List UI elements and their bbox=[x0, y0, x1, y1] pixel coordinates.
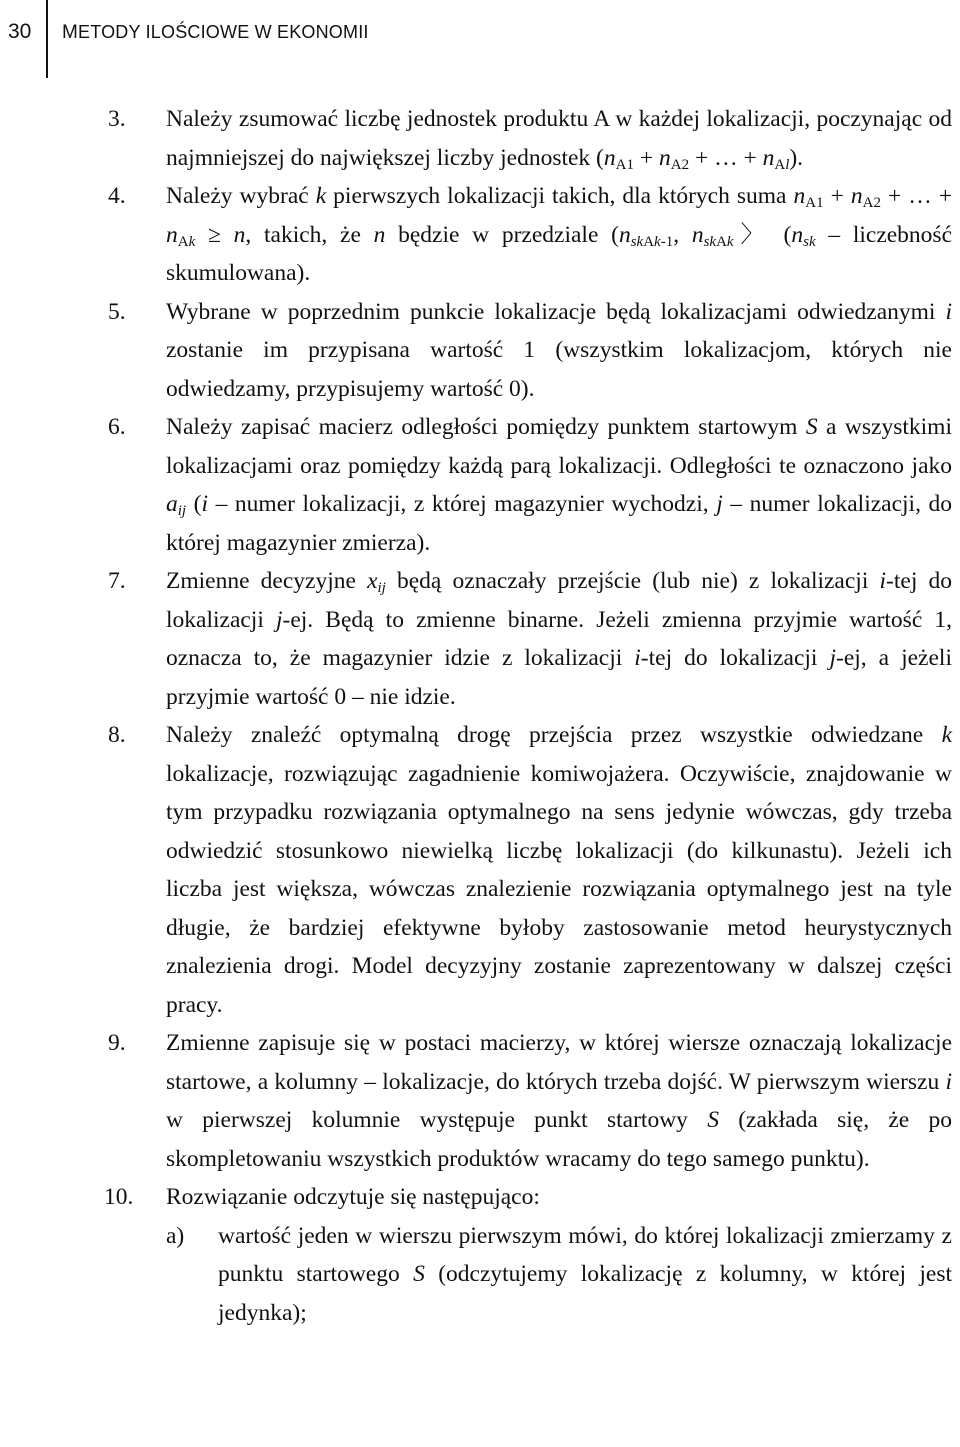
list-item-5 bbox=[0, 293, 960, 409]
sub-item-label: a) bbox=[166, 1222, 185, 1249]
list-number: 9. bbox=[108, 1030, 126, 1056]
list-number: 3. bbox=[108, 106, 126, 132]
list-item-9 bbox=[0, 1024, 960, 1178]
list-item-4 bbox=[0, 177, 960, 293]
list-item-7 bbox=[0, 562, 960, 716]
list-number: 6. bbox=[108, 414, 126, 440]
list-text: Należy wybrać k pierwszych lokalizacji takich, dla których suma $n_{A1} + n_{A2}$ + … + $n_{Ak} \ge n$, takich, że n będzie w przedziale ($n_{skAk-1}$, $n_{skAk}$〉 ($n_{sk}$ – liczebność skumulowana). bbox=[166, 183, 953, 286]
list-text: Rozwiązanie odczytuje się następująco: bbox=[166, 1184, 540, 1210]
list-text: Należy zsumować liczbę jednostek produktu A w każdej lokalizacji, poczynając od najmniejszej do największej liczby jednostek ($n_{A1} + n_{A2}$ + … + $n_{Al}$). bbox=[166, 106, 952, 173]
list-text: Wybrane w poprzednim punkcie lokalizacje będą lokalizacjami odwiedzanymi i zostanie im przypisana wartość 1 (wszystkim lokalizacjom, których nie odwiedzamy, przypisujemy wartość 0). bbox=[166, 298, 952, 402]
running-head bbox=[62, 22, 369, 44]
sub-item-text: wartość jeden w wierszu pierwszym mówi, do której lokalizacji zmierzamy z punktu startowego S (odczytujemy lokalizację z kolumny, w której jest jedynka); bbox=[218, 1222, 953, 1326]
list-number: 8. bbox=[108, 722, 126, 748]
page-number: 30 bbox=[8, 20, 32, 43]
sub-item-a bbox=[0, 1217, 960, 1333]
list-number: 7. bbox=[108, 568, 126, 594]
list-number: 10. bbox=[104, 1184, 134, 1210]
list-text: Zmienne decyzyjne $x_{ij}$ będą oznaczały przejście (lub nie) z lokalizacji i-tej do lokalizacji j-ej. Będą to zmienne binarne. Jeżeli zmienna przyjmie wartość 1, oznacza to, że magazynier idzie z lokalizacji i-tej do lokalizacji j-ej, a jeżeli przyjmie wartość 0 – nie idzie. bbox=[166, 568, 952, 710]
list-item-6 bbox=[0, 408, 960, 562]
list-item-3 bbox=[0, 100, 960, 177]
header-divider bbox=[46, 0, 48, 78]
running-head-initial: M bbox=[62, 22, 79, 43]
list-text: Należy zapisać macierz odległości pomiędzy punktem startowym S a wszystkimi lokalizacjami oraz pomiędzy każdą parą lokalizacji. Odległości te oznaczono jako $a_{ij}$ (i – numer lokalizacji, z której magazynier wychodzi, j – numer lokalizacji, do której magazynier zmierza). bbox=[166, 414, 953, 556]
list-number: 4. bbox=[108, 183, 126, 209]
list-text: Zmienne zapisuje się w postaci macierzy, w której wiersze oznaczają lokalizacje startowe, a kolumny – lokalizacje, do których trzeba dojść. W pierwszym wierszu i w pierwszej kolumnie występuje punkt startowy S (zakłada się, że po skompletowaniu wszystkich produktów wracamy do tego samego punktu). bbox=[166, 1030, 952, 1172]
running-head-rest: ETODY ILOŚCIOWE W EKONOMII bbox=[78, 22, 369, 42]
list-number: 5. bbox=[108, 298, 126, 325]
list-item-8 bbox=[0, 716, 960, 1024]
list-item-10 bbox=[0, 1178, 960, 1217]
body-text bbox=[0, 100, 960, 1332]
list-text: Należy znaleźć optymalną drogę przejścia przez wszystkie odwiedzane k lokalizacje, rozwiązując zagadnienie komiwojażera. Oczywiście, znajdowanie w tym przypadku rozwiązania optymalnego na sens jedynie wówczas, gdy trzeba odwiedzić stosunkowo niewielką liczbę lokalizacji (do kilkunastu). Jeżeli ich liczba jest większa, wówczas znalezienie rozwiązania optymalnego jest na tyle długie, że bardziej efektywne byłoby zastosowanie metod heurystycznych znalezienia drogi. Model decyzyjny zostanie zaprezentowany w dalszej części pracy. bbox=[166, 722, 952, 1018]
